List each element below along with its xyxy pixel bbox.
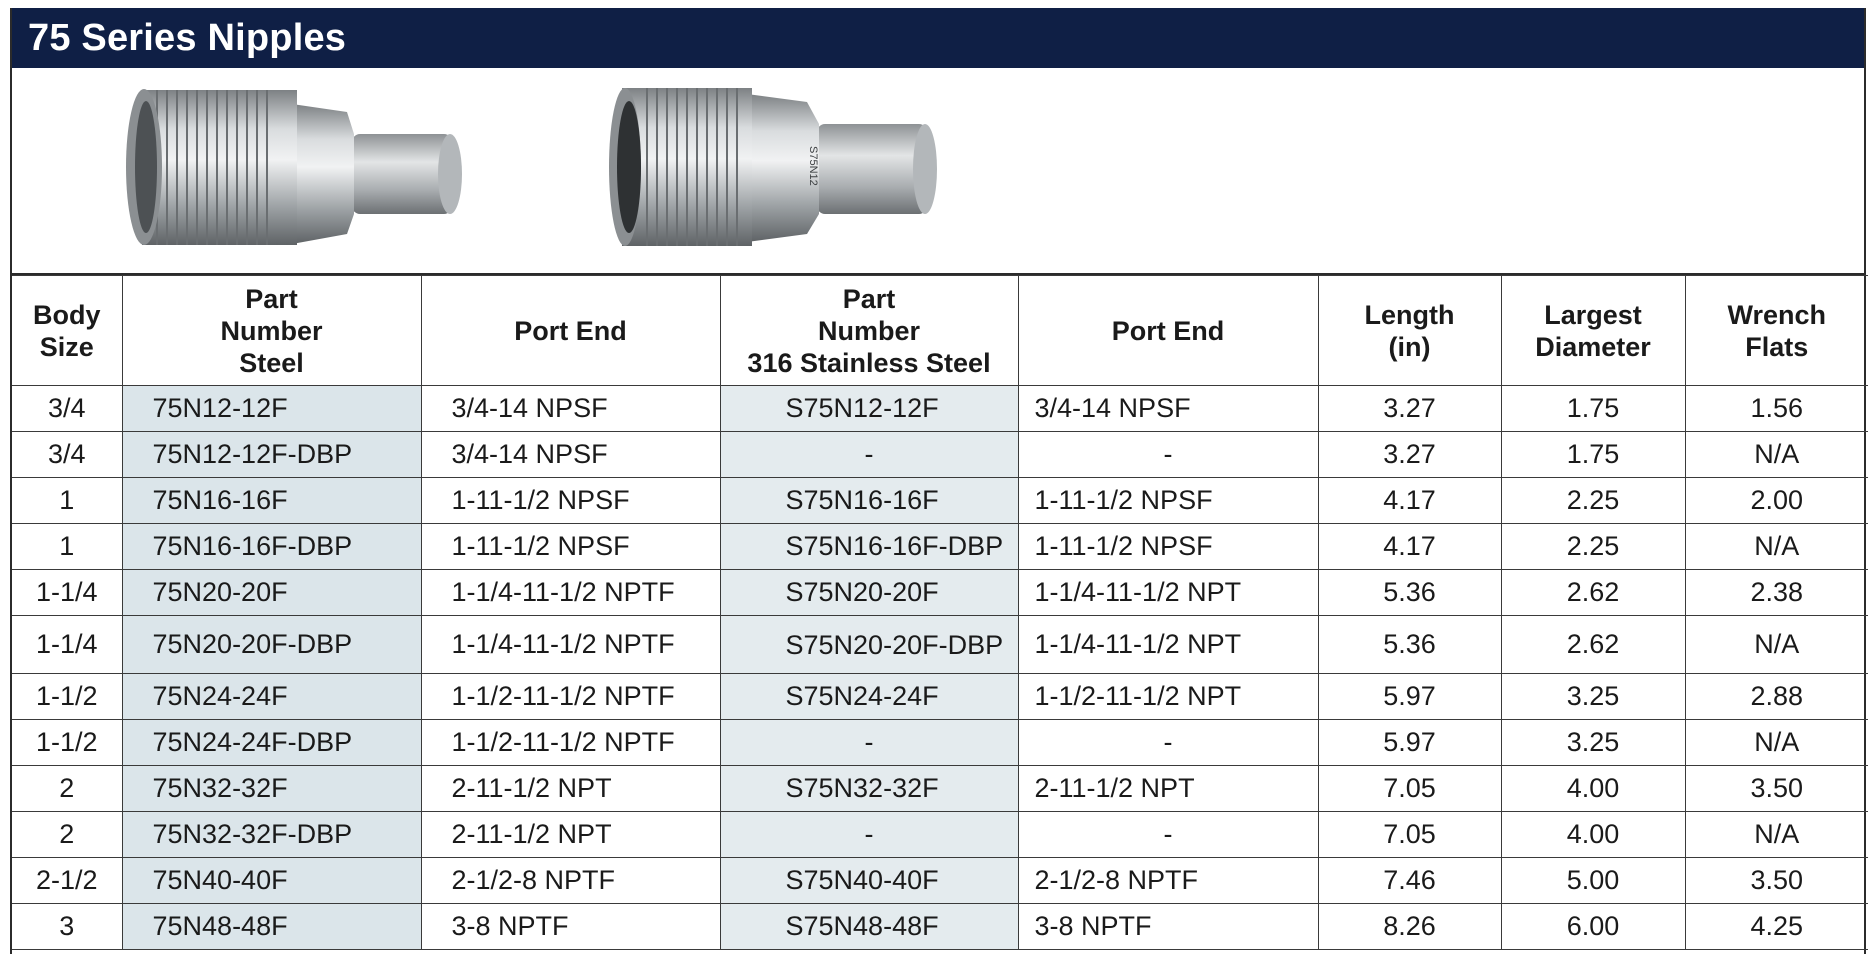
col-part-steel: Part Number Steel — [122, 276, 421, 386]
cell-steel-part: 75N12-12F-DBP — [122, 432, 421, 478]
cell-ss-part: S75N24-24F — [720, 674, 1018, 720]
cell-ss-part: S75N16-16F-DBP — [720, 524, 1018, 570]
cell-flats: 2.38 — [1685, 570, 1868, 616]
cell-size: 1-1/4 — [12, 570, 122, 616]
cell-port-end-ss: 3-8 NPTF — [1018, 904, 1318, 950]
cell-port-end-ss: - — [1018, 812, 1318, 858]
cell-diameter: 2.62 — [1501, 570, 1685, 616]
cell-steel-part: 75N40-40F — [122, 858, 421, 904]
cell-size: 3 — [12, 904, 122, 950]
header-row — [12, 276, 1868, 386]
cell-size: 1-1/4 — [12, 616, 122, 674]
cell-length: 7.05 — [1318, 812, 1501, 858]
cell-port-end: 2-11-1/2 NPT — [421, 766, 720, 812]
cell-ss-part: S75N32-32F — [720, 766, 1018, 812]
cell-ss-part: S75N20-20F-DBP — [720, 616, 1018, 674]
cell-size: 2 — [12, 812, 122, 858]
cell-length: 3.27 — [1318, 432, 1501, 478]
table-row — [12, 674, 1868, 720]
cell-size: 2 — [12, 766, 122, 812]
catalog-sheet — [10, 8, 1866, 954]
cell-flats: 4.25 — [1685, 904, 1868, 950]
cell-flats: 2.00 — [1685, 478, 1868, 524]
table-row — [12, 616, 1868, 674]
cell-steel-part: 75N48-48F — [122, 904, 421, 950]
cell-port-end-ss: - — [1018, 432, 1318, 478]
table-row — [12, 858, 1868, 904]
cell-port-end: 1-1/4-11-1/2 NPTF — [421, 616, 720, 674]
cell-length: 7.46 — [1318, 858, 1501, 904]
cell-steel-part: 75N16-16F-DBP — [122, 524, 421, 570]
cell-port-end-ss: 2-1/2-8 NPTF — [1018, 858, 1318, 904]
cell-length: 7.05 — [1318, 766, 1501, 812]
cell-steel-part: 75N12-12F — [122, 386, 421, 432]
col-length: Length (in) — [1318, 276, 1501, 386]
cell-steel-part: 75N24-24F — [122, 674, 421, 720]
cell-diameter: 3.25 — [1501, 674, 1685, 720]
col-port-end-1: Port End — [421, 276, 720, 386]
cell-steel-part: 75N20-20F — [122, 570, 421, 616]
product-image-band — [12, 68, 1864, 275]
cell-length: 5.97 — [1318, 720, 1501, 766]
col-wrench-flats: Wrench Flats — [1685, 276, 1868, 386]
cell-ss-part: - — [720, 812, 1018, 858]
cell-port-end: 3/4-14 NPSF — [421, 432, 720, 478]
table-row — [12, 386, 1868, 432]
page-title: 75 Series Nipples — [28, 16, 347, 59]
cell-length: 4.17 — [1318, 478, 1501, 524]
cell-port-end: 1-1/2-11-1/2 NPTF — [421, 674, 720, 720]
cell-flats: N/A — [1685, 720, 1868, 766]
cell-flats: N/A — [1685, 524, 1868, 570]
cell-port-end-ss: 1-1/4-11-1/2 NPT — [1018, 570, 1318, 616]
cell-steel-part: 75N16-16F — [122, 478, 421, 524]
cell-diameter: 3.25 — [1501, 720, 1685, 766]
cell-port-end: 1-11-1/2 NPSF — [421, 524, 720, 570]
table-row — [12, 904, 1868, 950]
cell-ss-part: S75N16-16F — [720, 478, 1018, 524]
cell-ss-part: - — [720, 432, 1018, 478]
cell-ss-part: S75N48-48F — [720, 904, 1018, 950]
cell-length: 5.97 — [1318, 674, 1501, 720]
table-row — [12, 720, 1868, 766]
table-row — [12, 766, 1868, 812]
cell-flats: N/A — [1685, 432, 1868, 478]
cell-port-end-ss: 2-11-1/2 NPT — [1018, 766, 1318, 812]
col-largest-diameter: Largest Diameter — [1501, 276, 1685, 386]
cell-port-end-ss: 3/4-14 NPSF — [1018, 386, 1318, 432]
cell-flats: N/A — [1685, 812, 1868, 858]
stainless-nipple-image — [607, 82, 937, 247]
cell-flats: N/A — [1685, 616, 1868, 674]
cell-flats: 3.50 — [1685, 858, 1868, 904]
table-row — [12, 432, 1868, 478]
cell-steel-part: 75N32-32F — [122, 766, 421, 812]
table-row — [12, 570, 1868, 616]
cell-diameter: 4.00 — [1501, 766, 1685, 812]
cell-size: 1-1/2 — [12, 720, 122, 766]
cell-diameter: 2.62 — [1501, 616, 1685, 674]
cell-port-end: 2-11-1/2 NPT — [421, 812, 720, 858]
cell-steel-part: 75N20-20F-DBP — [122, 616, 421, 674]
cell-ss-part: S75N12-12F — [720, 386, 1018, 432]
cell-size: 1 — [12, 478, 122, 524]
cell-port-end-ss: 1-1/2-11-1/2 NPT — [1018, 674, 1318, 720]
cell-port-end: 2-1/2-8 NPTF — [421, 858, 720, 904]
cell-size: 3/4 — [12, 432, 122, 478]
cell-port-end: 1-1/4-11-1/2 NPTF — [421, 570, 720, 616]
cell-ss-part: S75N40-40F — [720, 858, 1018, 904]
cell-port-end: 3/4-14 NPSF — [421, 386, 720, 432]
steel-nipple-image — [122, 82, 462, 247]
cell-steel-part: 75N24-24F-DBP — [122, 720, 421, 766]
cell-length: 5.36 — [1318, 570, 1501, 616]
cell-length: 3.27 — [1318, 386, 1501, 432]
specs-table — [12, 275, 1868, 950]
cell-ss-part: S75N20-20F — [720, 570, 1018, 616]
cell-port-end-ss: - — [1018, 720, 1318, 766]
cell-length: 4.17 — [1318, 524, 1501, 570]
table-row — [12, 812, 1868, 858]
cell-port-end-ss: 1-1/4-11-1/2 NPT — [1018, 616, 1318, 674]
cell-flats: 1.56 — [1685, 386, 1868, 432]
cell-size: 3/4 — [12, 386, 122, 432]
cell-port-end: 3-8 NPTF — [421, 904, 720, 950]
cell-port-end: 1-11-1/2 NPSF — [421, 478, 720, 524]
col-part-ss: Part Number 316 Stainless Steel — [720, 276, 1018, 386]
col-port-end-2: Port End — [1018, 276, 1318, 386]
table-row — [12, 478, 1868, 524]
cell-port-end: 1-1/2-11-1/2 NPTF — [421, 720, 720, 766]
title-bar — [12, 8, 1864, 68]
part-stamp: S75N12 — [807, 146, 819, 186]
cell-port-end-ss: 1-11-1/2 NPSF — [1018, 524, 1318, 570]
cell-diameter: 4.00 — [1501, 812, 1685, 858]
cell-diameter: 5.00 — [1501, 858, 1685, 904]
cell-diameter: 1.75 — [1501, 432, 1685, 478]
cell-steel-part: 75N32-32F-DBP — [122, 812, 421, 858]
cell-diameter: 2.25 — [1501, 524, 1685, 570]
cell-flats: 2.88 — [1685, 674, 1868, 720]
cell-length: 8.26 — [1318, 904, 1501, 950]
cell-size: 2-1/2 — [12, 858, 122, 904]
cell-ss-part: - — [720, 720, 1018, 766]
table-row — [12, 524, 1868, 570]
cell-diameter: 1.75 — [1501, 386, 1685, 432]
cell-diameter: 2.25 — [1501, 478, 1685, 524]
col-body-size: Body Size — [12, 276, 122, 386]
cell-port-end-ss: 1-11-1/2 NPSF — [1018, 478, 1318, 524]
cell-size: 1-1/2 — [12, 674, 122, 720]
cell-length: 5.36 — [1318, 616, 1501, 674]
cell-diameter: 6.00 — [1501, 904, 1685, 950]
cell-flats: 3.50 — [1685, 766, 1868, 812]
cell-size: 1 — [12, 524, 122, 570]
